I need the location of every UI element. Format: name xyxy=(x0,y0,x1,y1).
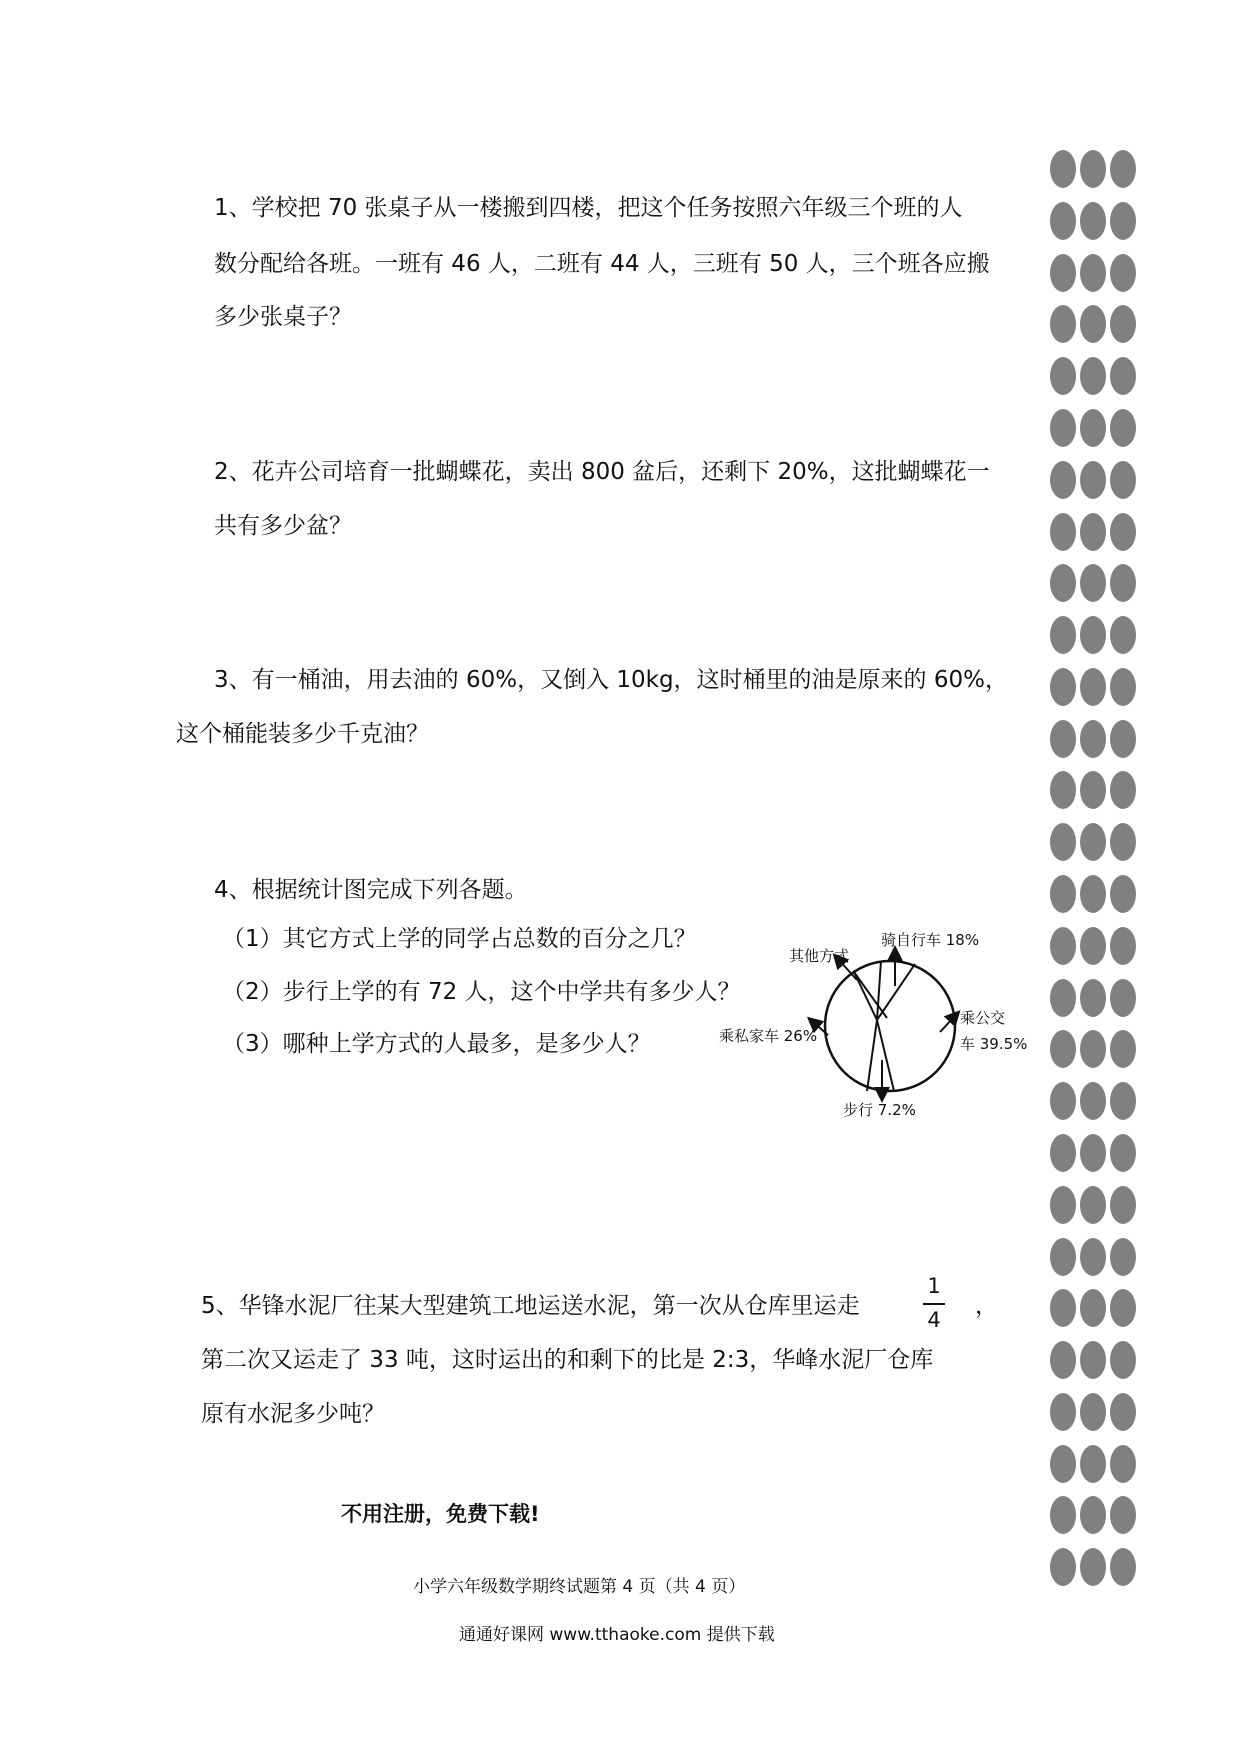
decorative-dot xyxy=(1110,875,1136,913)
decorative-dot xyxy=(1080,927,1106,965)
decorative-dot xyxy=(1050,1289,1076,1327)
decorative-dot xyxy=(1080,875,1106,913)
label-bus-1: 乘公交 xyxy=(960,1009,1006,1027)
decorative-dot xyxy=(1050,823,1076,861)
promo-text: 不用注册，免费下载! xyxy=(341,1502,540,1526)
decorative-dot xyxy=(1110,771,1136,809)
decorative-dot xyxy=(1050,927,1076,965)
decorative-dot xyxy=(1110,616,1136,654)
decorative-dot xyxy=(1080,1548,1106,1586)
decorative-dot xyxy=(1050,202,1076,240)
transport-pie-chart xyxy=(715,920,1045,1135)
decorative-dot xyxy=(1110,1393,1136,1431)
decorative-dot xyxy=(1080,1393,1106,1431)
label-car: 乘私家车 26% xyxy=(719,1027,818,1045)
decorative-dot xyxy=(1080,564,1106,602)
decorative-dot xyxy=(1080,720,1106,758)
q3-line-1: 3、有一桶油，用去油的 60%，又倒入 10kg，这时桶里的油是原来的 60%， xyxy=(214,667,1008,693)
decorative-dot-column xyxy=(1050,150,1190,1600)
decorative-dot xyxy=(1050,305,1076,343)
decorative-dot xyxy=(1110,150,1136,188)
decorative-dot xyxy=(1050,1082,1076,1120)
decorative-dot xyxy=(1080,1496,1106,1534)
q4-sub-1: （1）其它方式上学的同学占总数的百分之几？ xyxy=(222,926,697,952)
decorative-dot xyxy=(1080,409,1106,447)
footer-page-info: 小学六年级数学期终试题第 4 页（共 4 页） xyxy=(413,1577,746,1597)
decorative-dot xyxy=(1110,668,1136,706)
decorative-dot xyxy=(1050,1238,1076,1276)
decorative-dot xyxy=(1050,616,1076,654)
q4-sub-3: （3）哪种上学方式的人最多，是多少人？ xyxy=(222,1031,651,1057)
footer-site: 通通好课网 www.tthaoke.com 提供下载 xyxy=(459,1625,775,1645)
decorative-dot xyxy=(1080,1341,1106,1379)
decorative-dot xyxy=(1110,720,1136,758)
decorative-dot xyxy=(1050,254,1076,292)
decorative-dot xyxy=(1110,254,1136,292)
q1-line-1: 1、学校把 70 张桌子从一楼搬到四楼，把这个任务按照六年级三个班的人 xyxy=(214,195,963,221)
decorative-dot xyxy=(1110,409,1136,447)
decorative-dot xyxy=(1080,254,1106,292)
label-bike: 骑自行车 18% xyxy=(881,931,980,949)
decorative-dot xyxy=(1110,1134,1136,1172)
q1-line-2: 数分配给各班。一班有 46 人，二班有 44 人，三班有 50 人，三个班各应搬 xyxy=(214,251,990,277)
decorative-dot xyxy=(1110,1238,1136,1276)
label-other: 其他方式 xyxy=(789,947,850,965)
decorative-dot xyxy=(1080,616,1106,654)
decorative-dot xyxy=(1050,668,1076,706)
decorative-dot xyxy=(1050,875,1076,913)
fraction-denominator: 4 xyxy=(927,1308,941,1332)
decorative-dot xyxy=(1050,1134,1076,1172)
decorative-dot xyxy=(1050,1496,1076,1534)
decorative-dot xyxy=(1050,461,1076,499)
decorative-dot xyxy=(1110,1548,1136,1586)
q2-line-2: 共有多少盆？ xyxy=(214,513,352,539)
decorative-dot xyxy=(1080,513,1106,551)
decorative-dot xyxy=(1080,1445,1106,1483)
q5-line-2: 第二次又运走了 33 吨，这时运出的和剩下的比是 2:3，华峰水泥厂仓库 xyxy=(201,1347,934,1373)
q5-line-1: 5、华锋水泥厂往某大型建筑工地运送水泥，第一次从仓库里运走 xyxy=(201,1293,860,1319)
decorative-dot xyxy=(1080,150,1106,188)
decorative-dot xyxy=(1080,668,1106,706)
fraction-bar xyxy=(923,1303,945,1305)
decorative-dot xyxy=(1110,513,1136,551)
decorative-dot xyxy=(1080,1082,1106,1120)
decorative-dot xyxy=(1050,771,1076,809)
decorative-dot xyxy=(1050,409,1076,447)
decorative-dot xyxy=(1050,1393,1076,1431)
q3-line-2: 这个桶能装多少千克油？ xyxy=(176,721,429,747)
decorative-dot xyxy=(1080,1186,1106,1224)
decorative-dot xyxy=(1080,771,1106,809)
decorative-dot xyxy=(1050,357,1076,395)
decorative-dot xyxy=(1110,202,1136,240)
decorative-dot xyxy=(1080,461,1106,499)
decorative-dot xyxy=(1050,979,1076,1017)
decorative-dot xyxy=(1080,823,1106,861)
decorative-dot xyxy=(1080,305,1106,343)
fraction-numerator: 1 xyxy=(927,1274,941,1298)
decorative-dot xyxy=(1080,357,1106,395)
q5-line-3: 原有水泥多少吨？ xyxy=(201,1401,385,1427)
decorative-dot xyxy=(1050,513,1076,551)
label-walk: 步行 7.2% xyxy=(843,1101,916,1119)
decorative-dot xyxy=(1050,150,1076,188)
q4-title: 4、根据统计图完成下列各题。 xyxy=(214,877,528,903)
decorative-dot xyxy=(1050,1548,1076,1586)
q5-line-1-end: ， xyxy=(975,1293,998,1319)
decorative-dot xyxy=(1110,1082,1136,1120)
decorative-dot xyxy=(1110,357,1136,395)
decorative-dot xyxy=(1050,1445,1076,1483)
decorative-dot xyxy=(1110,1496,1136,1534)
q2-line-1: 2、花卉公司培育一批蝴蝶花，卖出 800 盆后，还剩下 20%，这批蝴蝶花一 xyxy=(214,459,990,485)
decorative-dot xyxy=(1050,1030,1076,1068)
decorative-dot xyxy=(1110,823,1136,861)
decorative-dot xyxy=(1050,1341,1076,1379)
decorative-dot xyxy=(1050,564,1076,602)
decorative-dot xyxy=(1050,1186,1076,1224)
decorative-dot xyxy=(1110,1341,1136,1379)
decorative-dot xyxy=(1080,1030,1106,1068)
decorative-dot xyxy=(1110,1289,1136,1327)
decorative-dot xyxy=(1110,564,1136,602)
decorative-dot xyxy=(1110,927,1136,965)
decorative-dot xyxy=(1110,1445,1136,1483)
decorative-dot xyxy=(1080,1134,1106,1172)
decorative-dot xyxy=(1080,979,1106,1017)
decorative-dot xyxy=(1110,305,1136,343)
decorative-dot xyxy=(1110,461,1136,499)
decorative-dot xyxy=(1110,1030,1136,1068)
decorative-dot xyxy=(1080,1238,1106,1276)
decorative-dot xyxy=(1080,1289,1106,1327)
decorative-dot xyxy=(1050,720,1076,758)
decorative-dot xyxy=(1080,202,1106,240)
q1-line-3: 多少张桌子？ xyxy=(214,304,352,330)
decorative-dot xyxy=(1110,1186,1136,1224)
decorative-dot xyxy=(1110,979,1136,1017)
q4-sub-2: （2）步行上学的有 72 人，这个中学共有多少人？ xyxy=(222,979,741,1005)
label-bus-2: 车 39.5% xyxy=(960,1035,1028,1053)
